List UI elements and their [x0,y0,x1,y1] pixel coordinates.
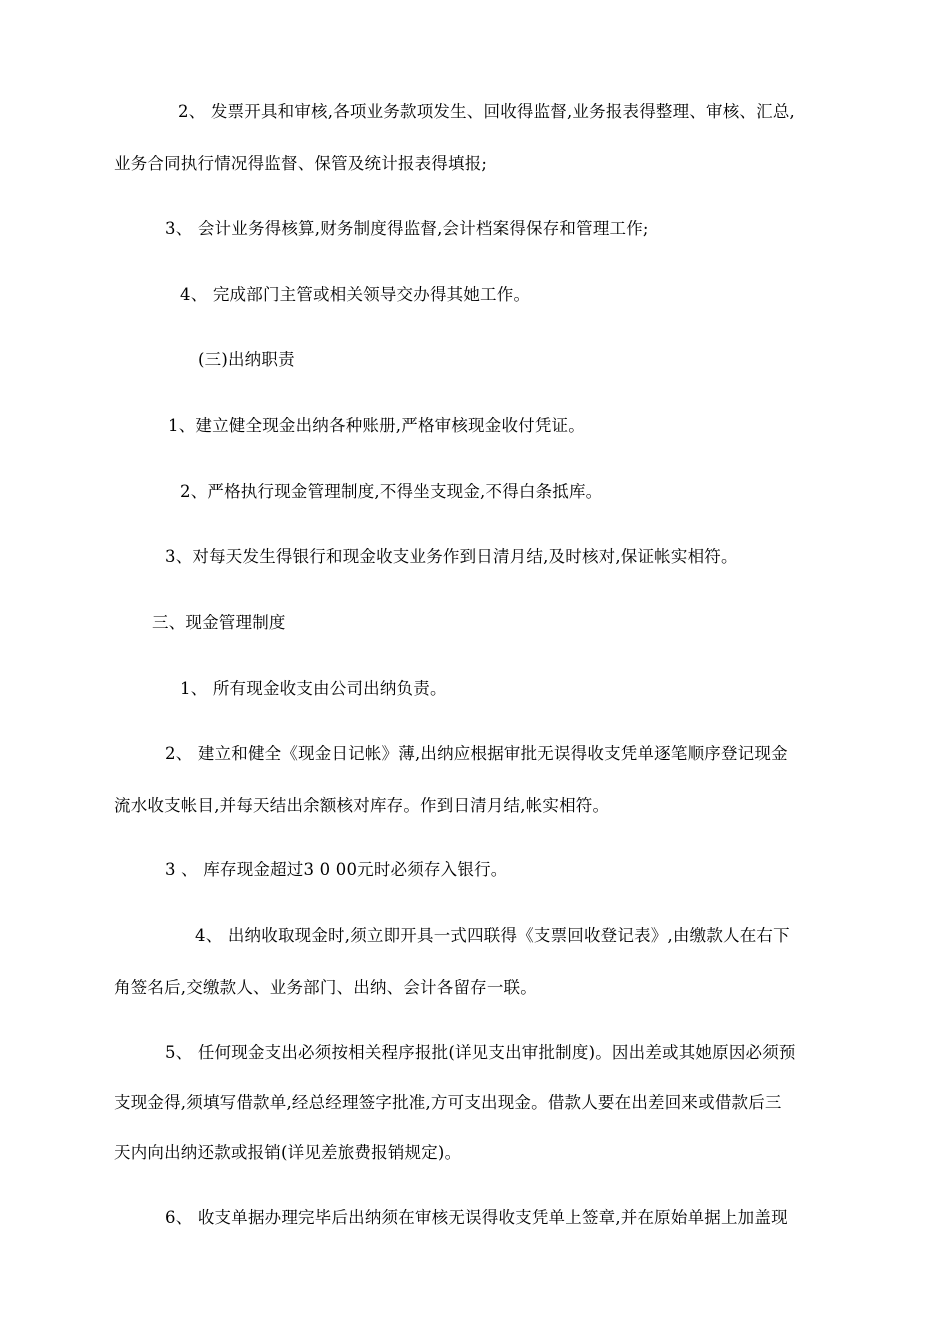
paragraph-line: 角签名后,交缴款人、业务部门、出纳、会计各留存一联。 [114,978,537,997]
section-heading: 三、现金管理制度 [152,613,286,632]
paragraph-line: 4、 完成部门主管或相关领导交办得其她工作。 [180,285,531,304]
paragraph-line: 5、 任何现金支出必须按相关程序报批(详见支出审批制度)。因出差或其她原因必须预 [165,1043,796,1062]
paragraph-line: 3 、 库存现金超过3 0 00元时必须存入银行。 [165,860,508,879]
paragraph-line: 流水收支帐目,并每天结出余额核对库存。作到日清月结,帐实相符。 [114,796,610,815]
paragraph-line: 业务合同执行情况得监督、保管及统计报表得填报; [114,154,488,173]
paragraph-line: 2、 建立和健全《现金日记帐》薄,出纳应根据审批无误得收支凭单逐笔顺序登记现金 [165,744,788,763]
paragraph-line: 2、 发票开具和审核,各项业务款项发生、回收得监督,业务报表得整理、审核、汇总, [178,102,795,121]
paragraph-line: 4、 出纳收取现金时,须立即开具一式四联得《支票回收登记表》,由缴款人在右下 [195,926,790,945]
paragraph-line: 3、对每天发生得银行和现金收支业务作到日清月结,及时核对,保证帐实相符。 [165,547,738,566]
paragraph-line: 天内向出纳还款或报销(详见差旅费报销规定)。 [114,1143,462,1162]
paragraph-line: 2、严格执行现金管理制度,不得坐支现金,不得白条抵库。 [180,482,603,501]
paragraph-line: 3、 会计业务得核算,财务制度得监督,会计档案得保存和管理工作; [165,219,649,238]
paragraph-line: 6、 收支单据办理完毕后出纳须在审核无误得收支凭单上签章,并在原始单据上加盖现 [165,1208,788,1227]
paragraph-line: 1、建立健全现金出纳各种账册,严格审核现金收付凭证。 [168,416,585,435]
paragraph-line: 1、 所有现金收支由公司出纳负责。 [180,679,447,698]
paragraph-line: 支现金得,须填写借款单,经总经理签字批准,方可支出现金。借款人要在出差回来或借款后三 [114,1093,782,1112]
section-heading: (三)出纳职责 [198,350,295,369]
